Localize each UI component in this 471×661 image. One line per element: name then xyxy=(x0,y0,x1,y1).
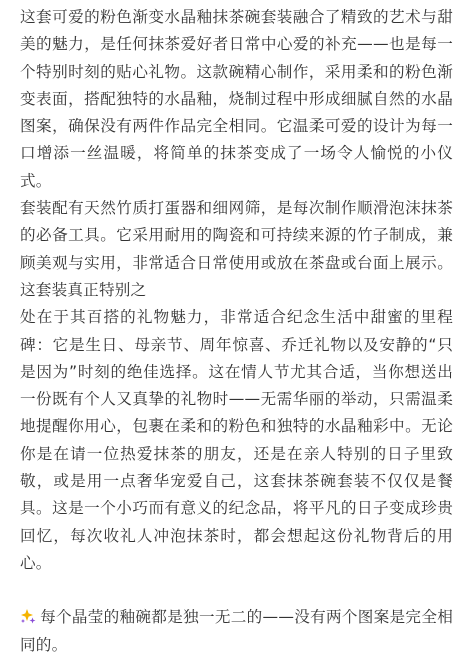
description-paragraph-3: 处在于其百搭的礼物魅力，非常适合纪念生活中甜蜜的里程碑：它是生日、母亲节、周年惊喜、乔迁礼物以及安静的“只是因为”时刻的绝佳选择。这在情人节尤其合适，当你想送出一份既有个人又真挚的礼物时——无需华丽的举动，只需温柔地提醒你用心，包裹在柔和的粉色和独特的水晶釉彩中。无论你是在请一位热爱抹茶的朋友，还是在亲人特别的日子里致敬，或是用一点奢华宠爱自己，这套抹茶碗套装不仅仅是餐具。这是一个小巧而有意义的纪念品，将平凡的日子变成珍贵回忆，每次收礼人冲泡抹茶时，都会想起这份礼物背后的用心。 xyxy=(20,308,453,572)
description-paragraph-2: 套装配有天然竹质打蛋器和细网筛，是每次制作顺滑泡沫抹茶的必备工具。它采用耐用的陶瓷和可持续来源的竹子制成，兼顾美观与实用，非常适合日常使用或放在茶盘或台面上展示。这套装真正特别之 xyxy=(20,199,453,299)
sparkles-icon xyxy=(20,608,36,624)
paragraph-spacer xyxy=(20,577,453,604)
feature-text: 每个晶莹的釉碗都是独一无二的——没有两个图案是完全相同的。 xyxy=(20,608,453,654)
feature-line xyxy=(20,604,453,659)
description-paragraph-1: 这套可爱的粉色渐变水晶釉抹茶碗套装融合了精致的艺术与甜美的魅力，是任何抹茶爱好者日常中心爱的补充——也是每一个特别时刻的贴心礼物。这款碗精心制作，采用柔和的粉色渐变表面，搭配独特的水晶釉，烧制过程中形成细腻自然的水晶图案，确保没有两件作品完全相同。它温柔可爱的设计为每一口增添一丝温暖，将简单的抹茶变成了一场令人愉悦的小仪式。 xyxy=(20,8,453,190)
